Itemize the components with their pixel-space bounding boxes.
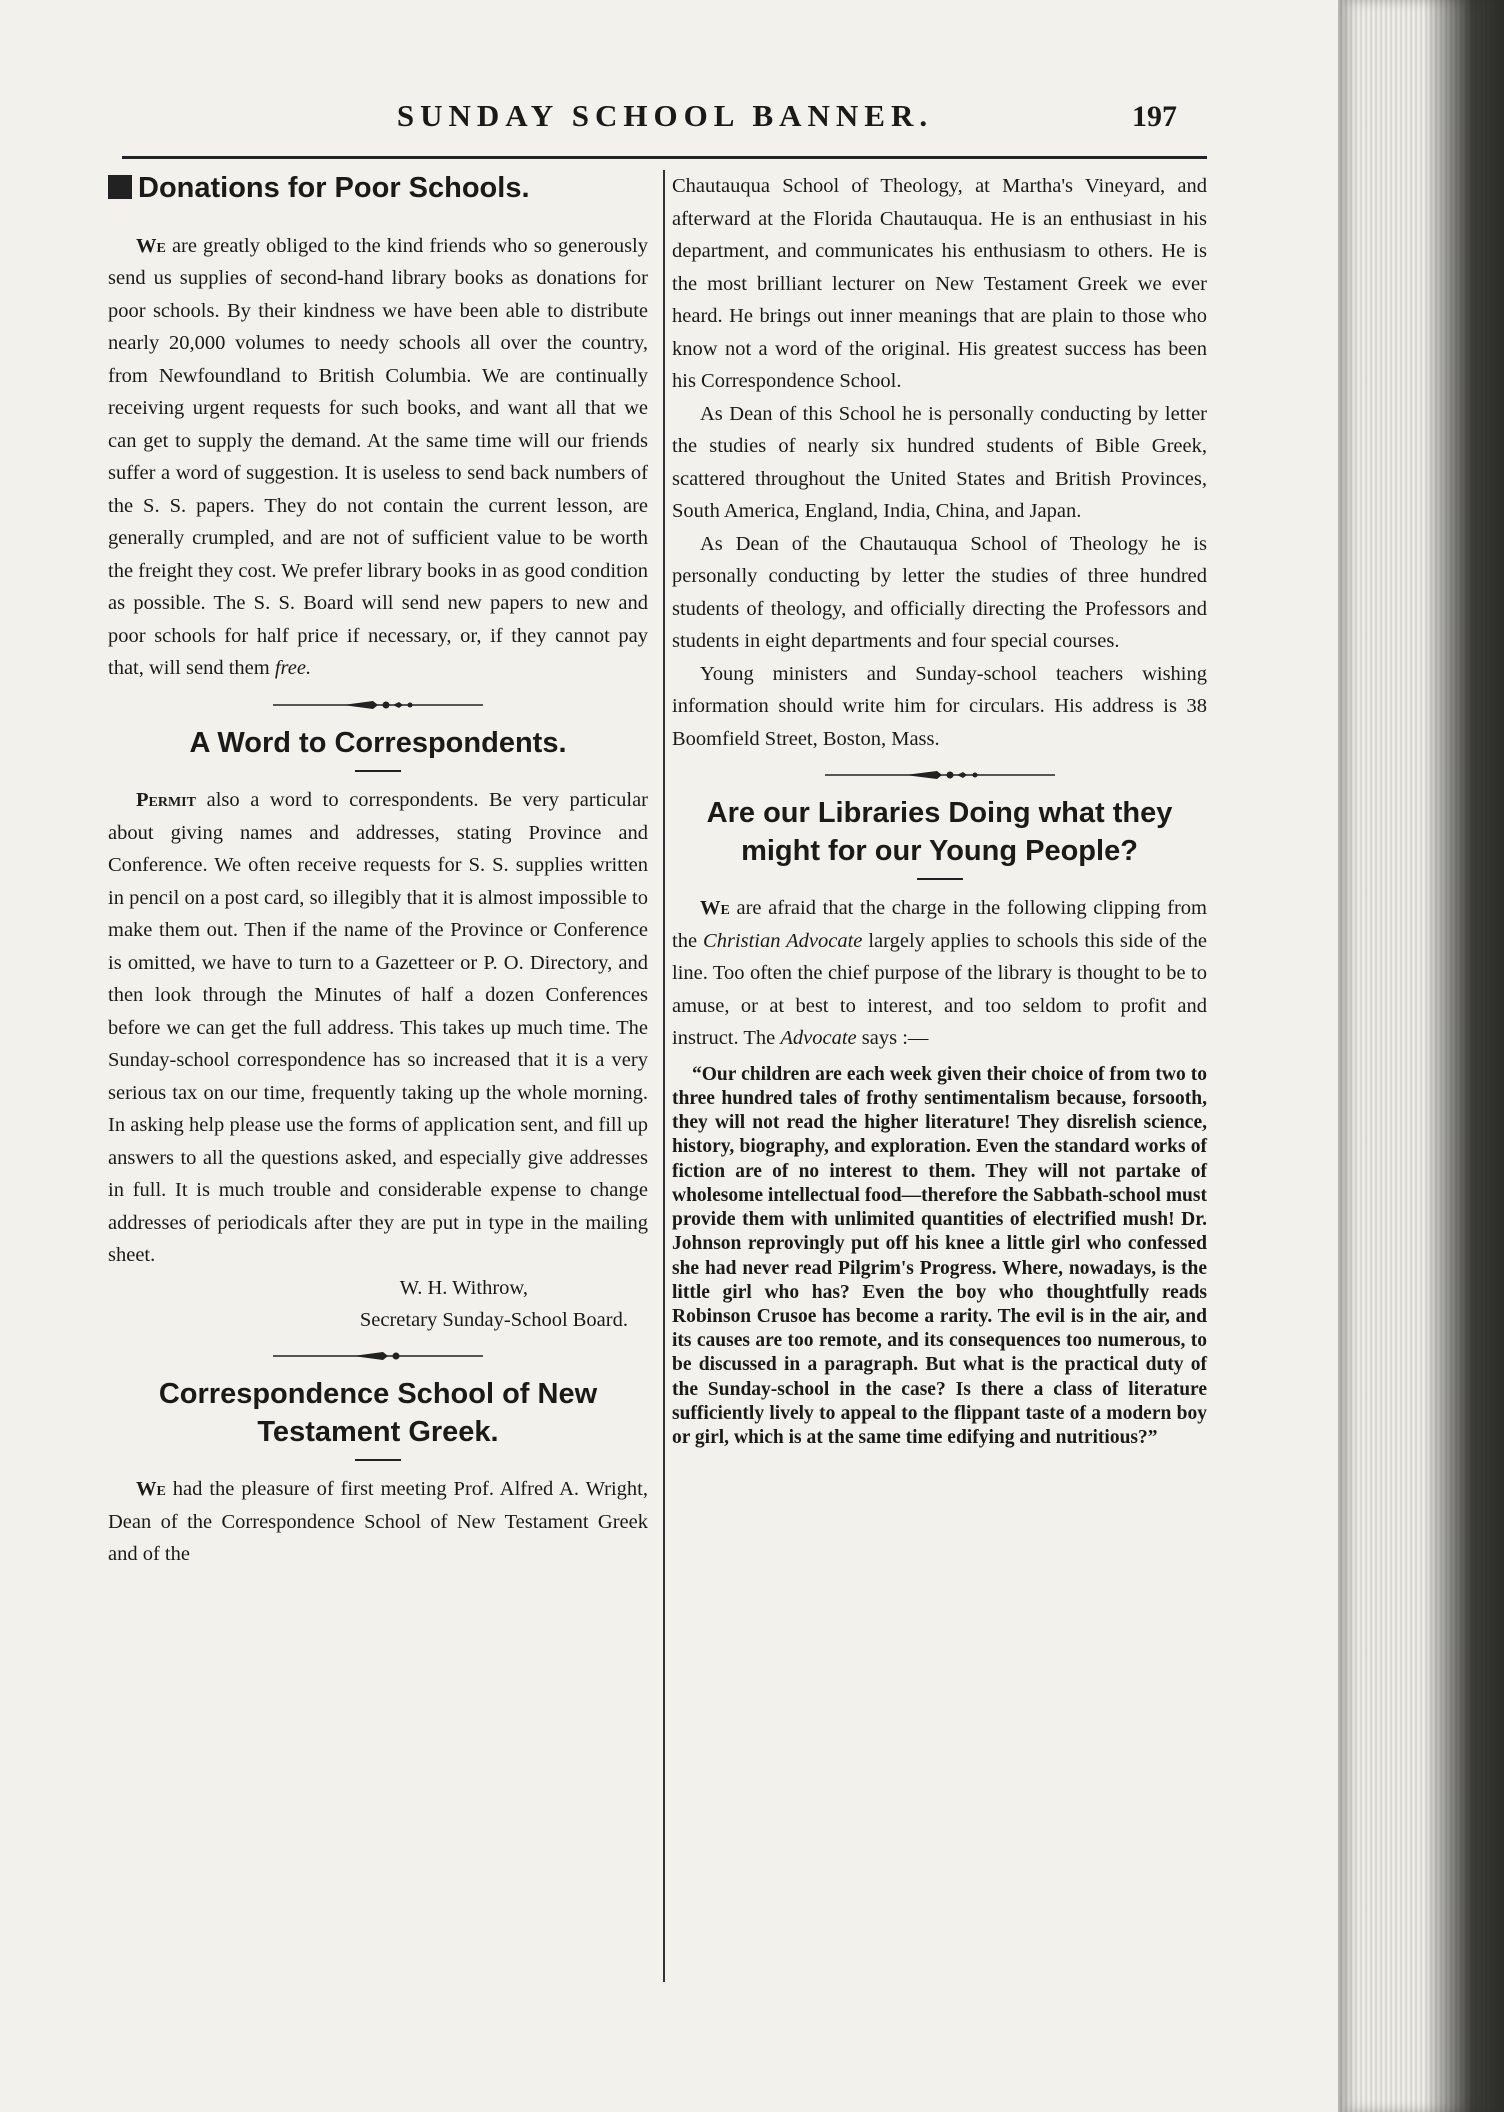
libraries-title-line2: might for our Young People? xyxy=(741,834,1138,867)
greek-lead: We xyxy=(136,1478,166,1501)
libraries-paragraph xyxy=(672,892,1207,1055)
libraries-body-3: says :— xyxy=(861,1027,929,1050)
signature-title: Secretary Sunday-School Board. xyxy=(359,1308,628,1331)
title-rule xyxy=(355,1459,401,1461)
page-number: 197 xyxy=(1132,100,1177,133)
column-divider xyxy=(663,170,665,1982)
title-rule xyxy=(917,878,963,880)
bleed-through-marks xyxy=(128,208,648,230)
ornament-divider-icon xyxy=(273,699,483,711)
running-head: SUNDAY SCHOOL BANNER. xyxy=(396,98,934,133)
libraries-lead: We xyxy=(700,897,730,920)
greek-paragraph-right-1: Chautauqua School of Theology, at Martha's Vineyard, and afterward at the Florida Chautauqua. He is an enthusiast in his department, and communicates his enthusiasm to others. He is the most brilliant lecturer on New Testament Greek we ever heard. He brings out inner meanings that are plain to those who know not a word of the original. His greatest success has been his Correspondence School. xyxy=(672,175,1207,392)
pointing-hand-icon xyxy=(108,175,132,199)
right-column xyxy=(672,170,1207,1450)
greek-body-left: had the pleasure of first meeting Prof. Alfred A. Wright, Dean of the Correspondence School of New Testament Greek and of the xyxy=(108,1478,648,1566)
greek-paragraph-right-2: As Dean of this School he is personally conducting by letter the studies of nearly six hundred students of Bible Greek, scattered throughout the United States and British Provinces, South America, England, India, China, and Japan. xyxy=(672,402,1207,522)
greek-title xyxy=(108,1376,648,1451)
donations-lead: We xyxy=(136,234,166,257)
correspondents-title: A Word to Correspondents. xyxy=(189,726,567,759)
donations-body: are greatly obliged to the kind friends who so generously send us supplies of second-hand library books as donations for poor schools. By their kindness we have been able to distribute nearly 20,000 volumes to needy schools all over the country, from Newfoundland to British Columbia. We are continually receiving urgent requests for such books, and want all that we can get to supply the demand. At the same time will our friends suffer a word of suggestion. It is useless to send back numbers of the S. S. papers. They do not contain the current lesson, are generally crumpled, and are not of sufficient value to be worth the freight they cost. We prefer library books in as good condition as possible. The S. S. Board will send new papers to new and poor schools for half price if necessary, or, if they cannot pay that, will send them xyxy=(108,234,648,680)
correspondents-body: also a word to correspondents. Be very particular about giving names and addresses, stating Province and Conference. We often receive requests for S. S. supplies written in pencil on a post card, so illegibly that it is almost impossible to make them out. Then if the name of the Province or Conference is omitted, we have to turn to a Gazetteer or P. O. Directory, and then look through the Minutes of half a dozen Conferences before we can get the full address. This takes up much time. The Sunday-school correspondence has so increased that it is a very serious tax on our time, frequently taking up the whole morning. In asking help please use the forms of application sent, and fill up answers to all the questions asked, and especially give addresses in full. It is much trouble and considerable expense to change addresses of periodicals after they are put in type in the mailing sheet. xyxy=(108,789,648,1267)
ornament-divider-icon xyxy=(825,769,1055,781)
correspondents-lead: Permit xyxy=(136,789,196,812)
donations-heading xyxy=(108,170,648,208)
greek-paragraph-right-3: As Dean of the Chautauqua School of Theology he is personally conducting by letter the studies of three hundred students of theology, and officially directing the Professors and students in eight departments and four special courses. xyxy=(672,532,1207,652)
libraries-quote: “Our children are each week given their choice of from two to three hundred tales of frothy sentimentalism because, forsooth, they will not read the higher literature! They disrelish science, history, biography, and exploration. Even the standard works of fiction are of no interest to them. They will not partake of wholesome intellectual food—therefore the Sabbath-school must provide them with unlimited quantities of electrified mush! Dr. Johnson reprovingly put off his knee a little girl who confessed she had never read Pilgrim's Progress. Where, nowadays, is the little girl who has? Even the boy who thoughtfully reads Robinson Crusoe has become a rarity. The evil is in the air, and its causes are too remote, and its consequences too numerous, to be discussed in a paragraph. But what is the practical duty of the Sunday-school in the case? Is there a class of literature sufficiently lively to appeal to the flippant taste of a modern boy or girl, which is at the same time edifying and nutritious?” xyxy=(672,1063,1207,1448)
libraries-title xyxy=(672,795,1207,870)
signature-name: W. H. Withrow, xyxy=(399,1276,528,1299)
correspondents-paragraph xyxy=(108,784,648,1272)
page-edges xyxy=(1338,0,1504,2112)
libraries-source-short: Advocate xyxy=(780,1027,857,1050)
left-column xyxy=(108,170,648,1571)
libraries-title-line1: Are our Libraries Doing what they xyxy=(706,797,1173,829)
donations-title: Donations for Poor Schools. xyxy=(138,172,530,204)
libraries-source: Christian Advocate xyxy=(703,929,863,952)
greek-title-line2: Testament Greek. xyxy=(257,1415,499,1448)
title-rule xyxy=(355,770,401,772)
greek-paragraph-left xyxy=(108,1473,648,1571)
donations-free: free. xyxy=(274,657,312,680)
greek-paragraph-right-4: Young ministers and Sunday-school teachers wishing information should write him for circulars. His address is 38 Boomfield Street, Boston, Mass. xyxy=(672,662,1207,750)
greek-title-line1: Correspondence School of New xyxy=(158,1377,598,1410)
libraries-body-1: are afraid that the charge in the following clipping from the xyxy=(672,897,1207,952)
libraries-body-2: largely applies to schools this side of the line. Too often the chief purpose of the library is thought to be to amuse, or at best to interest, and too seldom to profit and instruct. The xyxy=(672,929,1208,1050)
donations-paragraph xyxy=(108,230,648,685)
ornament-divider-icon xyxy=(273,1350,483,1362)
signature xyxy=(108,1272,648,1336)
header-rule xyxy=(122,156,1207,159)
